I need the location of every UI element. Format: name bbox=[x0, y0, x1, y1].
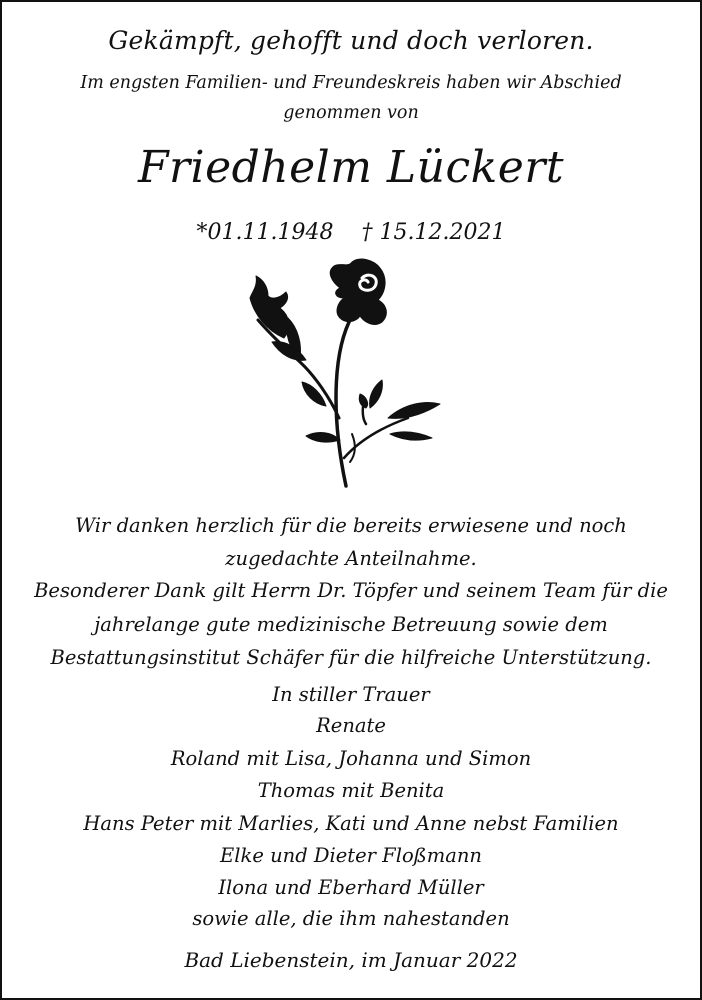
thanks-line-3: Besonderer Dank gilt Herrn Dr. Töpfer und seinem Team für die bbox=[34, 579, 668, 602]
intro-line-1: Im engsten Familien- und Freundeskreis haben wir Abschied bbox=[80, 73, 622, 93]
deceased-name: Friedhelm Lückert bbox=[137, 142, 565, 193]
mourner-line: Ilona und Eberhard Müller bbox=[218, 876, 484, 899]
thanks-line-1: Wir danken herzlich für die bereits erwiesene und noch bbox=[75, 514, 627, 537]
mourner-line: Thomas mit Benita bbox=[257, 779, 445, 802]
birth-date: *01.11.1948 bbox=[196, 220, 334, 245]
death-date: † 15.12.2021 bbox=[361, 220, 506, 245]
life-dates bbox=[0, 220, 702, 245]
thanks-line-5: Bestattungsinstitut Schäfer für die hilfreiche Unterstützung. bbox=[50, 646, 652, 669]
thanks-line-2: zugedachte Anteilnahme. bbox=[225, 547, 477, 570]
mourner-line: Renate bbox=[316, 714, 386, 737]
mourner-line: Hans Peter mit Marlies, Kati und Anne nebst Familien bbox=[83, 812, 619, 835]
thanks-line-4: jahrelange gute medizinische Betreuung sowie dem bbox=[94, 613, 608, 636]
mourner-line: sowie alle, die ihm nahestanden bbox=[192, 907, 510, 930]
rose-icon bbox=[240, 258, 470, 490]
place-and-date: Bad Liebenstein, im Januar 2022 bbox=[184, 948, 518, 972]
mourner-line: Elke und Dieter Floßmann bbox=[220, 844, 482, 867]
motto: Gekämpft, gehofft und doch verloren. bbox=[108, 26, 594, 55]
intro-line-2: genommen von bbox=[283, 103, 419, 123]
mourning-heading: In stiller Trauer bbox=[272, 683, 430, 706]
mourner-line: Roland mit Lisa, Johanna und Simon bbox=[170, 747, 532, 770]
